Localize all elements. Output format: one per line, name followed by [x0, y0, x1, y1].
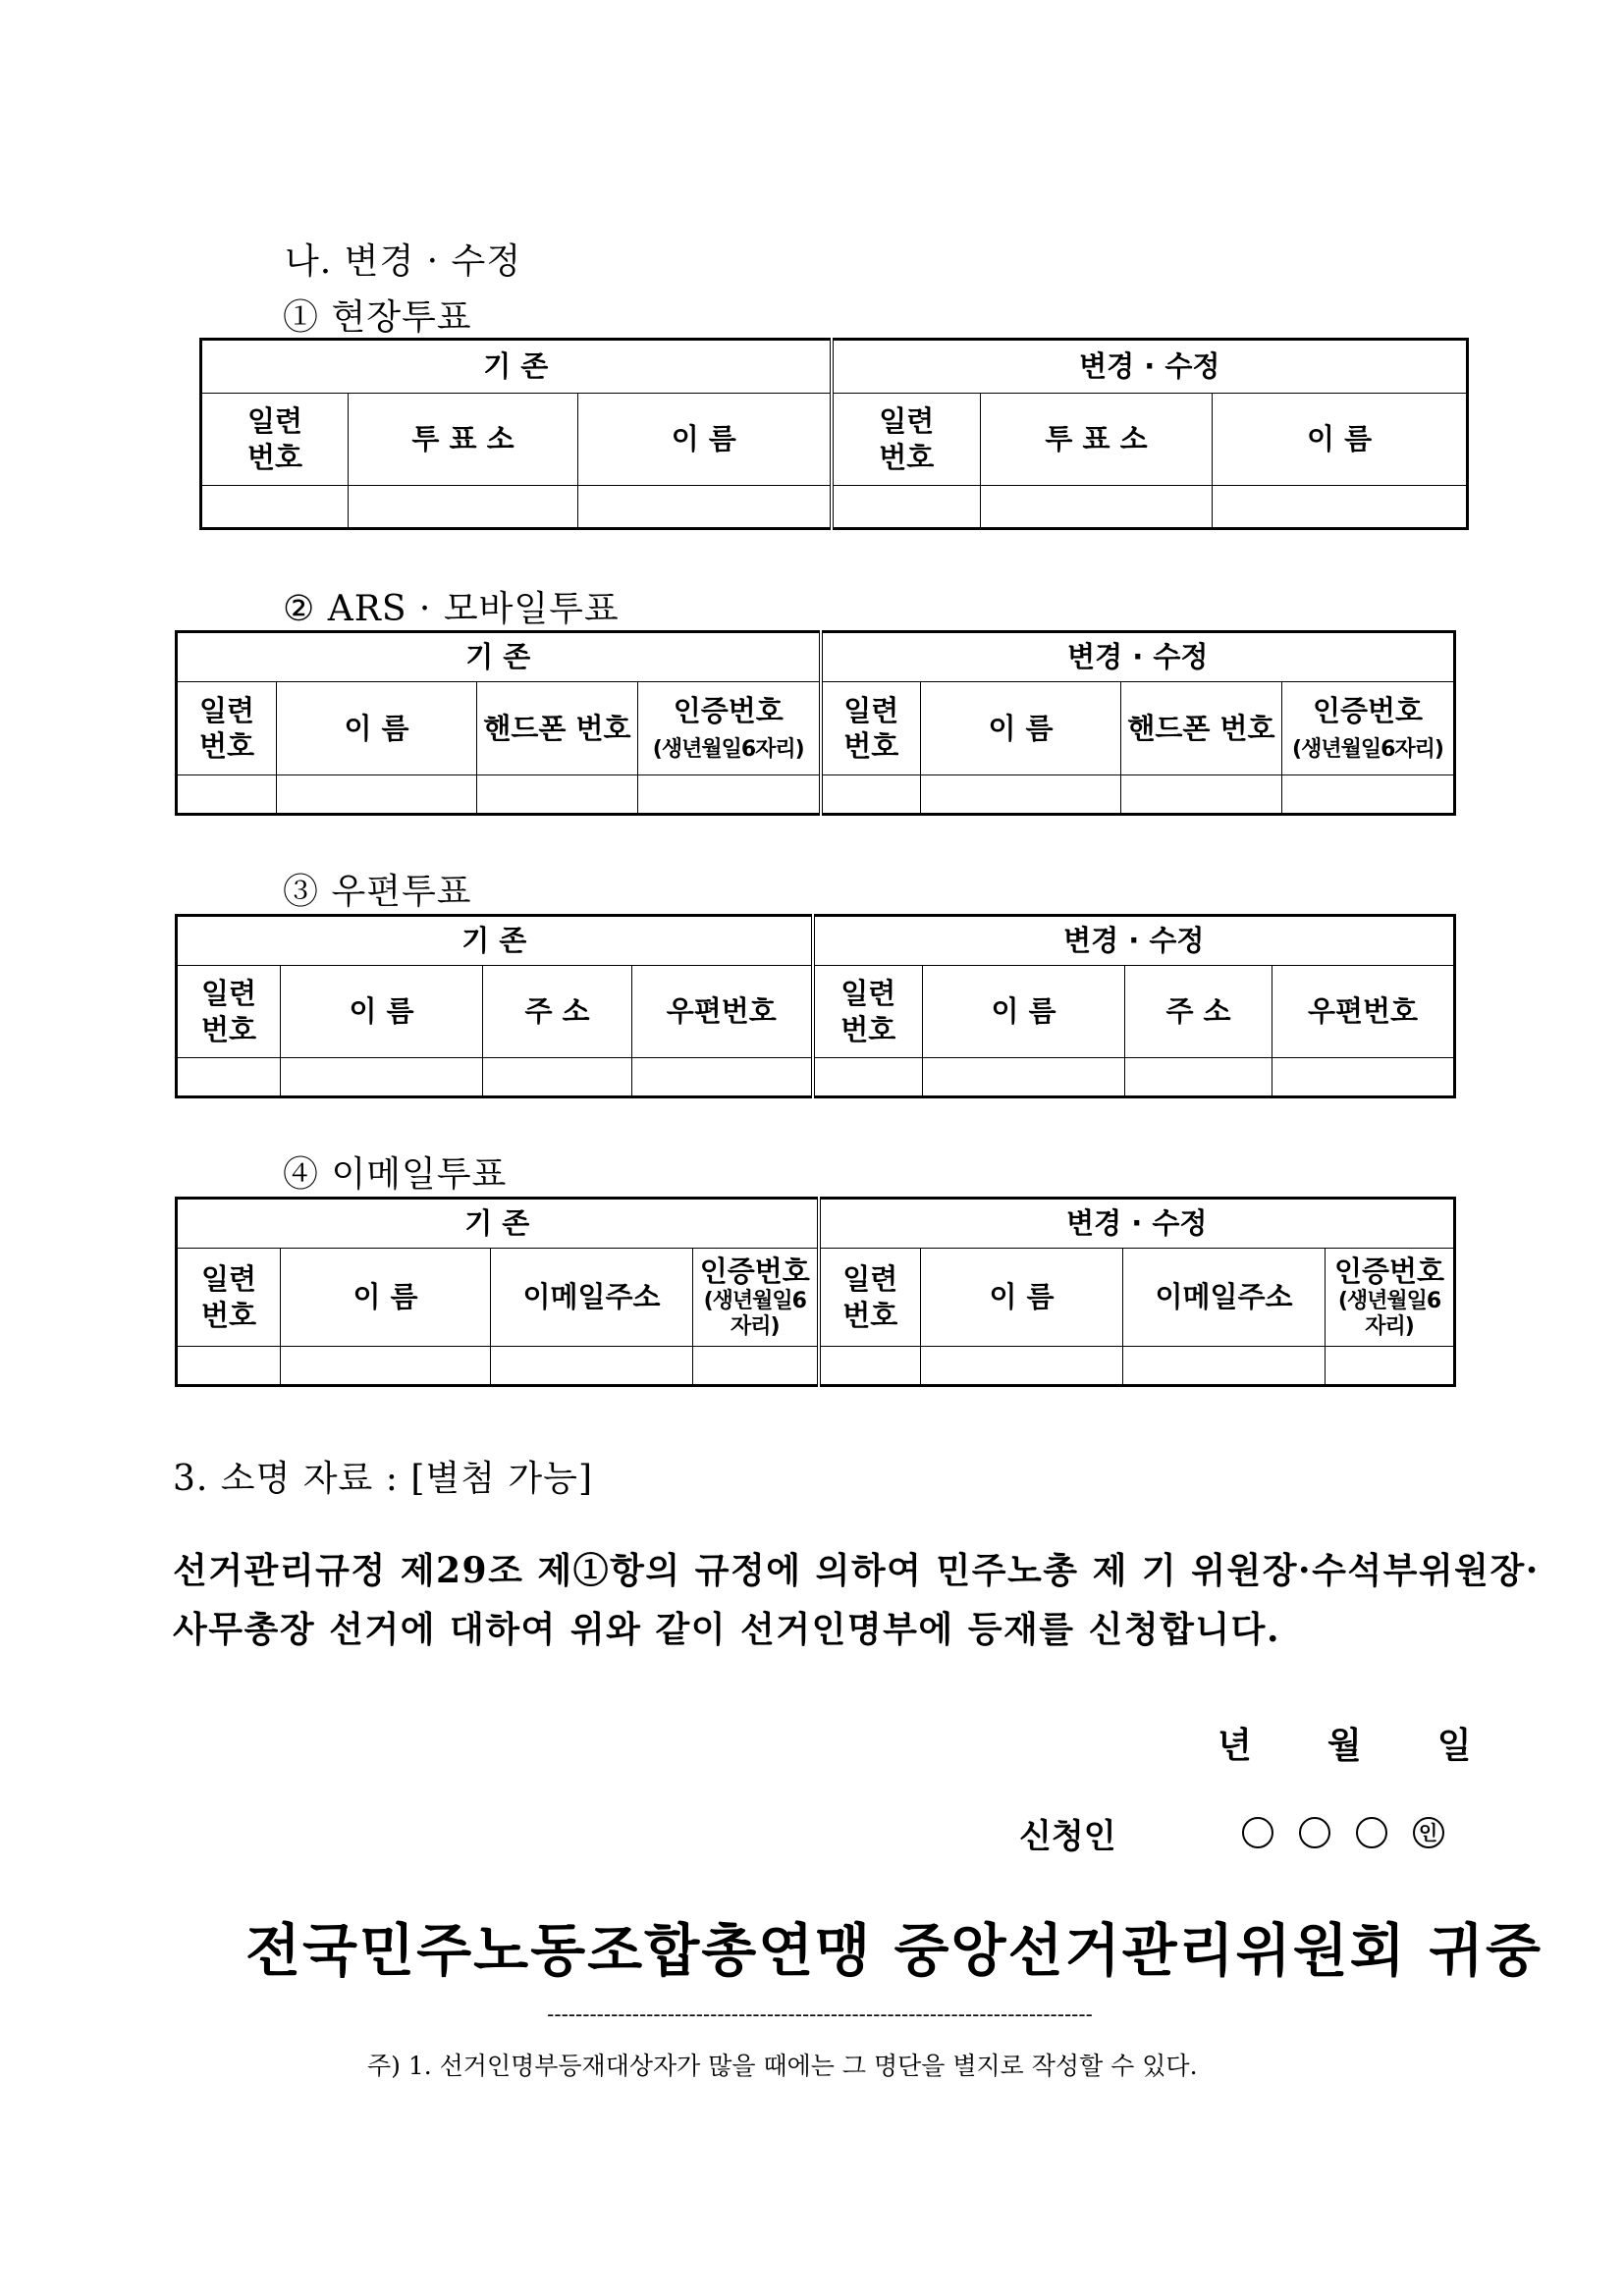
subsection-email-title: ④ 이메일투표	[283, 1154, 508, 1195]
empty-cell[interactable]	[819, 1347, 921, 1386]
name-header: 이 름	[578, 394, 832, 486]
name-blank-circle	[1356, 1817, 1387, 1848]
empty-cell[interactable]	[349, 486, 578, 529]
subsection-postal-title: ③ 우편투표	[283, 872, 472, 912]
serial-header: 일련 번호	[201, 394, 349, 486]
divider-line: -----------------------------------------------------------------------------	[547, 2002, 1093, 2026]
name-header: 이 름	[923, 966, 1125, 1058]
date-month: 월	[1326, 1725, 1364, 1766]
empty-cell[interactable]	[821, 775, 921, 815]
email-header: 이메일주소	[1123, 1249, 1326, 1347]
email-header: 이메일주소	[491, 1249, 693, 1347]
empty-cell[interactable]	[981, 486, 1213, 529]
polling-station-header: 투 표 소	[981, 394, 1213, 486]
changed-header: 변경 · 수정	[821, 632, 1455, 682]
existing-header: 기 존	[177, 916, 813, 966]
empty-cell[interactable]	[1213, 486, 1468, 529]
empty-cell[interactable]	[477, 775, 638, 815]
application-statement	[173, 1541, 1540, 1659]
empty-cell[interactable]	[832, 486, 981, 529]
name-header: 이 름	[281, 966, 483, 1058]
postal-vote-table	[175, 914, 1456, 1098]
changed-header: 변경 · 수정	[813, 916, 1455, 966]
polling-station-header: 투 표 소	[349, 394, 578, 486]
name-header: 이 름	[921, 1249, 1123, 1347]
empty-cell[interactable]	[923, 1058, 1125, 1097]
ars-mobile-vote-table	[175, 630, 1456, 816]
name-header: 이 름	[1213, 394, 1468, 486]
empty-cell[interactable]	[281, 1347, 491, 1386]
empty-cell[interactable]	[813, 1058, 923, 1097]
serial-header: 일련 번호	[177, 682, 277, 775]
empty-cell[interactable]	[483, 1058, 632, 1097]
empty-cell[interactable]	[1272, 1058, 1455, 1097]
empty-cell[interactable]	[177, 775, 277, 815]
date-day: 일	[1436, 1725, 1473, 1766]
name-header: 이 름	[921, 682, 1121, 775]
serial-header: 일련 번호	[813, 966, 923, 1058]
empty-cell[interactable]	[638, 775, 821, 815]
address-header: 주 소	[483, 966, 632, 1058]
auth-number-header: 인증번호 (생년월일6자리)	[693, 1249, 819, 1347]
postal-code-header: 우편번호	[632, 966, 813, 1058]
section-title: 나. 변경 · 수정	[285, 241, 522, 282]
empty-cell[interactable]	[1326, 1347, 1455, 1386]
onsite-vote-table	[199, 338, 1469, 530]
empty-cell[interactable]	[632, 1058, 813, 1097]
serial-header: 일련 번호	[177, 1249, 281, 1347]
address-header: 주 소	[1125, 966, 1272, 1058]
auth-number-header: 인증번호 (생년월일6자리)	[1282, 682, 1455, 775]
serial-header: 일련 번호	[177, 966, 281, 1058]
empty-cell[interactable]	[578, 486, 832, 529]
email-vote-table	[175, 1197, 1456, 1387]
subsection-ars-mobile-title: ② ARS · 모바일투표	[283, 589, 620, 629]
changed-header: 변경 · 수정	[832, 340, 1468, 394]
empty-cell[interactable]	[491, 1347, 693, 1386]
empty-cell[interactable]	[281, 1058, 483, 1097]
date-year: 년	[1218, 1725, 1254, 1766]
auth-number-header: 인증번호 (생년월일6자리)	[638, 682, 821, 775]
statement-line-2: 사무총장 선거에 대하여 위와 같이 선거인명부에 등재를 신청합니다.	[173, 1609, 1280, 1650]
applicant-label: 신청인	[1019, 1816, 1116, 1856]
empty-cell[interactable]	[1282, 775, 1455, 815]
serial-header: 일련 번호	[832, 394, 981, 486]
empty-cell[interactable]	[921, 775, 1121, 815]
empty-cell[interactable]	[1121, 775, 1282, 815]
empty-cell[interactable]	[1125, 1058, 1272, 1097]
empty-cell[interactable]	[921, 1347, 1123, 1386]
empty-cell[interactable]	[177, 1347, 281, 1386]
name-blank-circle	[1299, 1817, 1330, 1848]
statement-line-1: 선거관리규정 제29조 제①항의 규정에 의하여 민주노총 제 기 위원장·수석부위원장·	[173, 1550, 1540, 1591]
empty-cell[interactable]	[277, 775, 477, 815]
phone-header: 핸드폰 번호	[1121, 682, 1282, 775]
postal-code-header: 우편번호	[1272, 966, 1455, 1058]
supporting-documents-title: 3. 소명 자료 : [별첨 가능]	[173, 1459, 593, 1499]
name-header: 이 름	[277, 682, 477, 775]
serial-header: 일련 번호	[821, 682, 921, 775]
existing-header: 기 존	[201, 340, 832, 394]
seal-mark: 인	[1413, 1817, 1444, 1848]
empty-cell[interactable]	[177, 1058, 281, 1097]
name-blank-circle	[1242, 1817, 1273, 1848]
applicant-line	[1019, 1810, 1444, 1855]
existing-header: 기 존	[177, 632, 821, 682]
name-header: 이 름	[281, 1249, 491, 1347]
date-line	[1218, 1716, 1473, 1775]
serial-header: 일련 번호	[819, 1249, 921, 1347]
footnote: 주) 1. 선거인명부등재대상자가 많을 때에는 그 명단을 별지로 작성할 수 있다.	[367, 2052, 1198, 2080]
empty-cell[interactable]	[201, 486, 349, 529]
auth-number-header: 인증번호 (생년월일6자리)	[1326, 1249, 1455, 1347]
phone-header: 핸드폰 번호	[477, 682, 638, 775]
recipient-title: 전국민주노동조합총연맹 중앙선거관리위원회 귀중	[245, 1917, 1543, 1984]
subsection-onsite-title: ① 현장투표	[283, 297, 472, 338]
empty-cell[interactable]	[1123, 1347, 1326, 1386]
changed-header: 변경 · 수정	[819, 1199, 1455, 1249]
existing-header: 기 존	[177, 1199, 819, 1249]
empty-cell[interactable]	[693, 1347, 819, 1386]
